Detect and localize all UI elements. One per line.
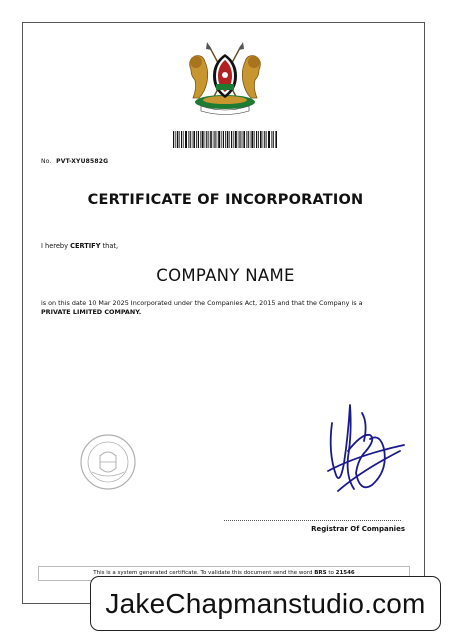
validation-number: 21546 <box>335 570 355 576</box>
validation-to: to <box>328 570 334 576</box>
company-name: COMPANY NAME <box>156 266 295 285</box>
certificate-title: CERTIFICATE OF INCORPORATION <box>87 192 364 208</box>
statement-text: is on this date 10 Mar 2025 Incorporated under the Companies Act, 2015 and that the Company is a <box>41 299 363 307</box>
validation-keyword: BRS <box>314 570 327 576</box>
certificate-number-label: No. <box>41 158 52 165</box>
signature-line <box>224 520 401 521</box>
registrar-signature-icon <box>318 393 408 505</box>
registrar-seal-icon <box>78 432 138 492</box>
certificate-number <box>41 158 108 165</box>
certify-prefix: I hereby <box>41 242 68 250</box>
watermark-banner <box>90 576 441 631</box>
barcode-icon <box>173 131 277 148</box>
certificate-number-value: PVT-XYU8582G <box>56 158 109 165</box>
registrar-title: Registrar Of Companies <box>311 525 405 533</box>
company-type: PRIVATE LIMITED COMPANY. <box>41 308 142 317</box>
certify-suffix: that, <box>102 242 119 250</box>
watermark-text: JakeChapmanstudio.com <box>105 587 426 619</box>
certify-line <box>41 242 118 250</box>
certify-word: CERTIFY <box>70 242 101 250</box>
validation-text: This is a system generated certificate. To validate this document send the word <box>93 570 313 576</box>
kenya-coat-of-arms-icon <box>181 40 269 118</box>
incorporation-statement <box>41 299 411 317</box>
